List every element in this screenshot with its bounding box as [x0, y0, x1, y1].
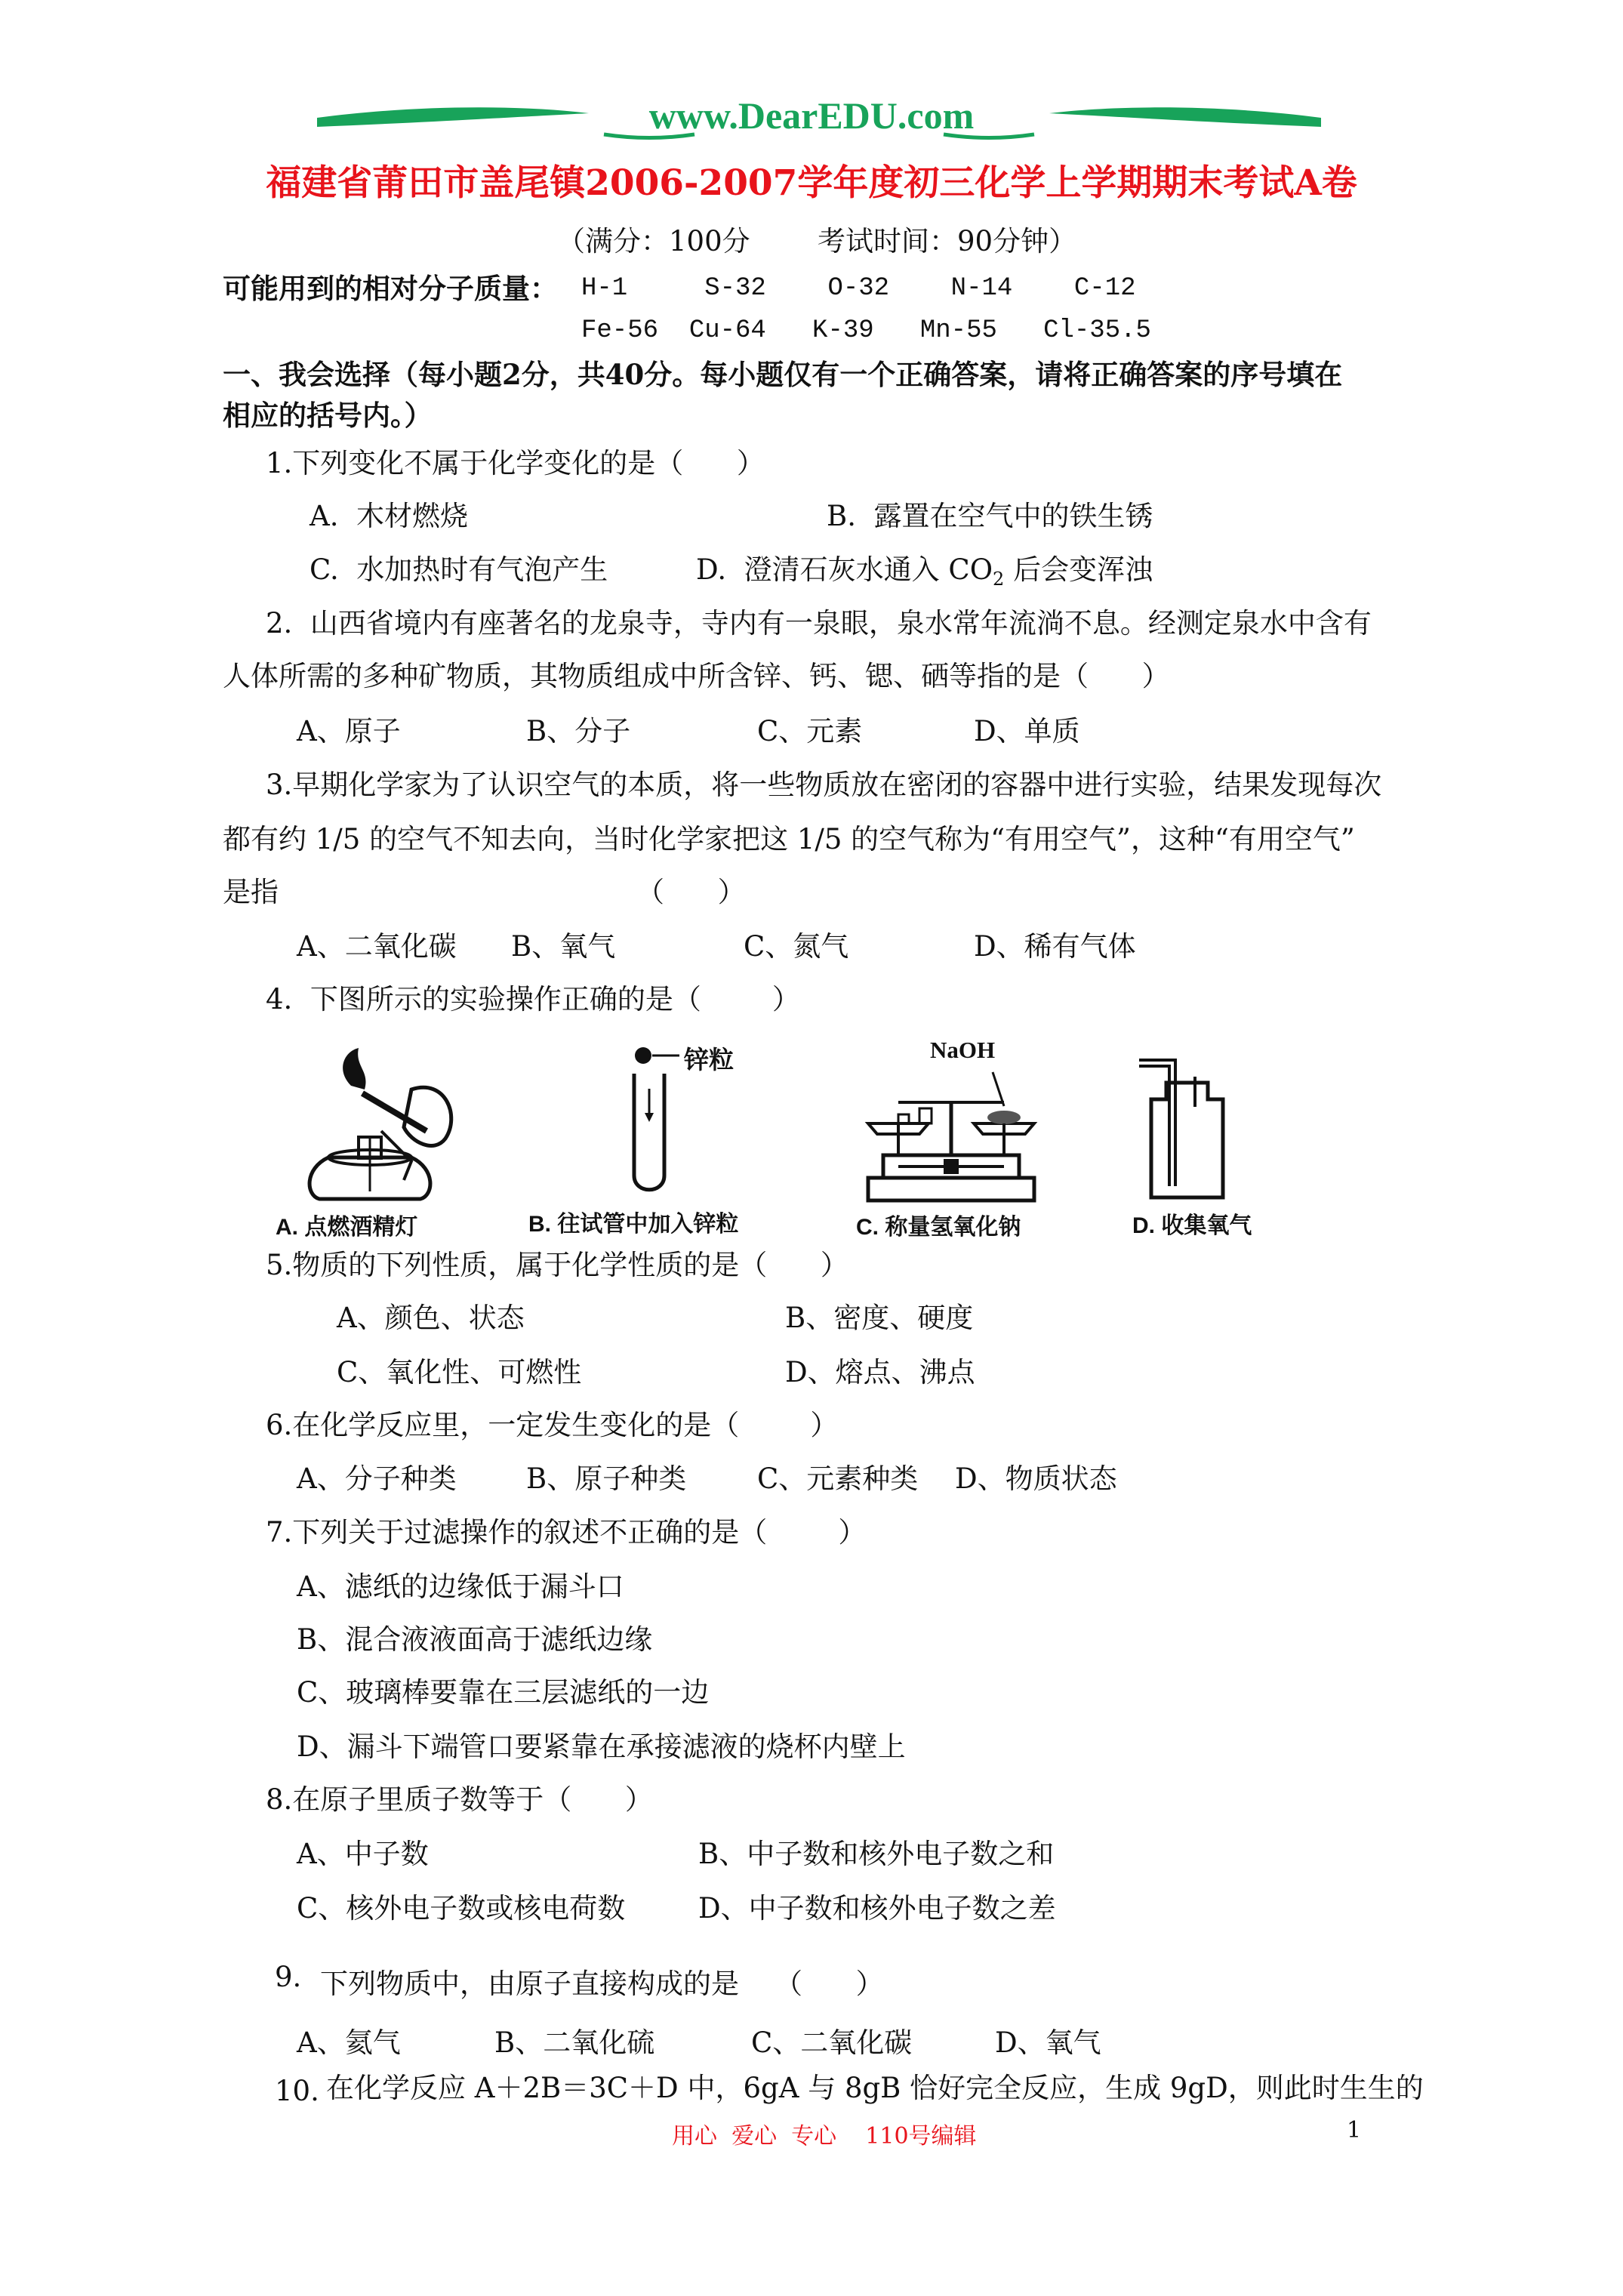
fig-d-caption: D. 收集氧气	[1132, 1213, 1252, 1238]
page-title: 福建省莆田市盖尾镇2006-2007学年度初三化学上学期期末考试A卷	[266, 162, 1357, 204]
q6-option-d: D、物质状态	[955, 1462, 1117, 1495]
q9-option-d: D、氧气	[995, 2026, 1101, 2059]
q3-option-b: B、氧气	[511, 930, 616, 963]
q7-option-a: A、滤纸的边缘低于漏斗口	[297, 1570, 624, 1603]
q7-option-d: D、漏斗下端管口要紧靠在承接滤液的烧杯内壁上	[297, 1730, 906, 1763]
q3-option-a: A、二氧化碳	[297, 930, 457, 963]
q6-option-b: B、原子种类	[526, 1462, 687, 1495]
q2-option-c: C、元素	[757, 715, 863, 747]
q5-option-a: A、颜色、状态	[337, 1302, 525, 1334]
q2-line-2: 人体所需的多种矿物质，其物质组成中所含锌、钙、锶、硒等指的是（ ）	[223, 660, 1170, 692]
site-banner-text: www.DearEDU.com	[648, 94, 975, 137]
q3-option-c: C、氮气	[744, 930, 849, 963]
q8-option-b: B、中子数和核外电子数之和	[698, 1838, 1055, 1870]
fig-d-gas-bottle	[1136, 1054, 1234, 1205]
q9-number: 9.	[275, 1961, 302, 1993]
q8-option-c: C、核外电子数或核电荷数	[297, 1892, 626, 1925]
q2-option-a: A、原子	[297, 715, 401, 747]
fig-b-caption: B. 往试管中加入锌粒	[528, 1212, 739, 1237]
fig-c-caption: C. 称量氢氧化钠	[856, 1215, 1021, 1240]
q1-option-c: C. 水加热时有气泡产生	[310, 553, 608, 586]
fig-c-balance	[853, 1065, 1049, 1208]
q9-option-a: A、氦气	[297, 2026, 401, 2059]
q2-line-1: 2. 山西省境内有座著名的龙泉寺，寺内有一泉眼，泉水常年流淌不息。经测定泉水中含有	[266, 607, 1372, 639]
q8-option-a: A、中子数	[297, 1838, 429, 1870]
q3-line-1: 3.早期化学家为了认识空气的本质，将一些物质放在密闭的容器中进行实验，结果发现每次	[266, 769, 1382, 801]
q8-stem: 8.在原子里质子数等于（ ）	[266, 1783, 653, 1816]
q9-option-c: C、二氧化碳	[751, 2026, 913, 2059]
section-heading-line-2: 相应的括号内。）	[223, 399, 433, 432]
q5-option-b: B、密度、硬度	[785, 1302, 974, 1334]
q6-stem: 6.在化学反应里，一定发生变化的是（ ）	[266, 1409, 839, 1441]
fig-b-zinc-label: 锌粒	[684, 1045, 734, 1074]
fig-a-alcohol-lamp	[298, 1048, 464, 1207]
fig-c-naoh-label: NaOH	[930, 1037, 996, 1063]
q6-option-c: C、元素种类	[757, 1462, 919, 1495]
q1-option-a: A. 木材燃烧	[310, 500, 469, 532]
q10-number: 10.	[275, 2075, 319, 2107]
q7-stem: 7.下列关于过滤操作的叙述不正确的是（ ）	[266, 1516, 867, 1549]
q7-option-b: B、混合液液面高于滤纸边缘	[297, 1623, 653, 1656]
atomic-mass-row-1: H-1 S-32 O-32 N-14 C-12	[581, 274, 1136, 303]
atomic-mass-label: 可能用到的相对分子质量：	[223, 272, 558, 305]
q3-line-3: 是指	[223, 876, 279, 908]
footer-text: 用心 爱心 专心 110号编辑	[672, 2123, 977, 2150]
q5-stem: 5.物质的下列性质，属于化学性质的是（ ）	[266, 1249, 848, 1281]
q4-stem: 4. 下图所示的实验操作正确的是（ ）	[266, 983, 800, 1015]
q3-answer-paren: （ ）	[636, 876, 746, 908]
q5-option-c: C、氧化性、可燃性	[337, 1356, 582, 1388]
q8-option-d: D、中子数和核外电子数之差	[698, 1892, 1056, 1925]
q9-option-b: B、二氧化硫	[494, 2026, 655, 2059]
q1-option-d: D. 澄清石灰水通入 $CO_2$ 后会变浑浊	[696, 553, 1153, 590]
q10-stem: 在化学反应 A＋2B＝3C＋D 中，6gA 与 8gB 恰好完全反应，生成 9gD，则此时生生的	[326, 2072, 1424, 2104]
q1-option-b: B. 露置在空气中的铁生锈	[827, 500, 1153, 532]
q3-option-d: D、稀有气体	[974, 930, 1136, 963]
q2-option-b: B、分子	[526, 715, 631, 747]
q3-line-2: 都有约 1/5 的空气不知去向，当时化学家把这 1/5 的空气称为“有用空气”，这种“有用空气”	[223, 823, 1355, 855]
time-info: 考试时间：90分钟）	[818, 225, 1077, 257]
q2-option-d: D、单质	[974, 715, 1080, 747]
q5-option-d: D、熔点、沸点	[785, 1356, 975, 1388]
q7-option-c: C、玻璃棒要靠在三层滤纸的一边	[297, 1676, 710, 1709]
q1-stem: 1.下列变化不属于化学变化的是（ ）	[266, 447, 765, 479]
fig-a-caption: A. 点燃酒精灯	[276, 1215, 418, 1240]
atomic-mass-row-2: Fe-56 Cu-64 K-39 Mn-55 Cl-35.5	[581, 316, 1151, 345]
q9-stem: 下列物质中，由原子直接构成的是 （ ）	[320, 1968, 884, 2000]
q6-option-a: A、分子种类	[297, 1462, 457, 1495]
score-info: （满分：100分	[557, 225, 750, 257]
section-heading-line-1: 一、我会选择（每小题2分，共40分。每小题仅有一个正确答案，请将正确答案的序号填在	[223, 358, 1343, 391]
page-number: 1	[1347, 2117, 1362, 2143]
